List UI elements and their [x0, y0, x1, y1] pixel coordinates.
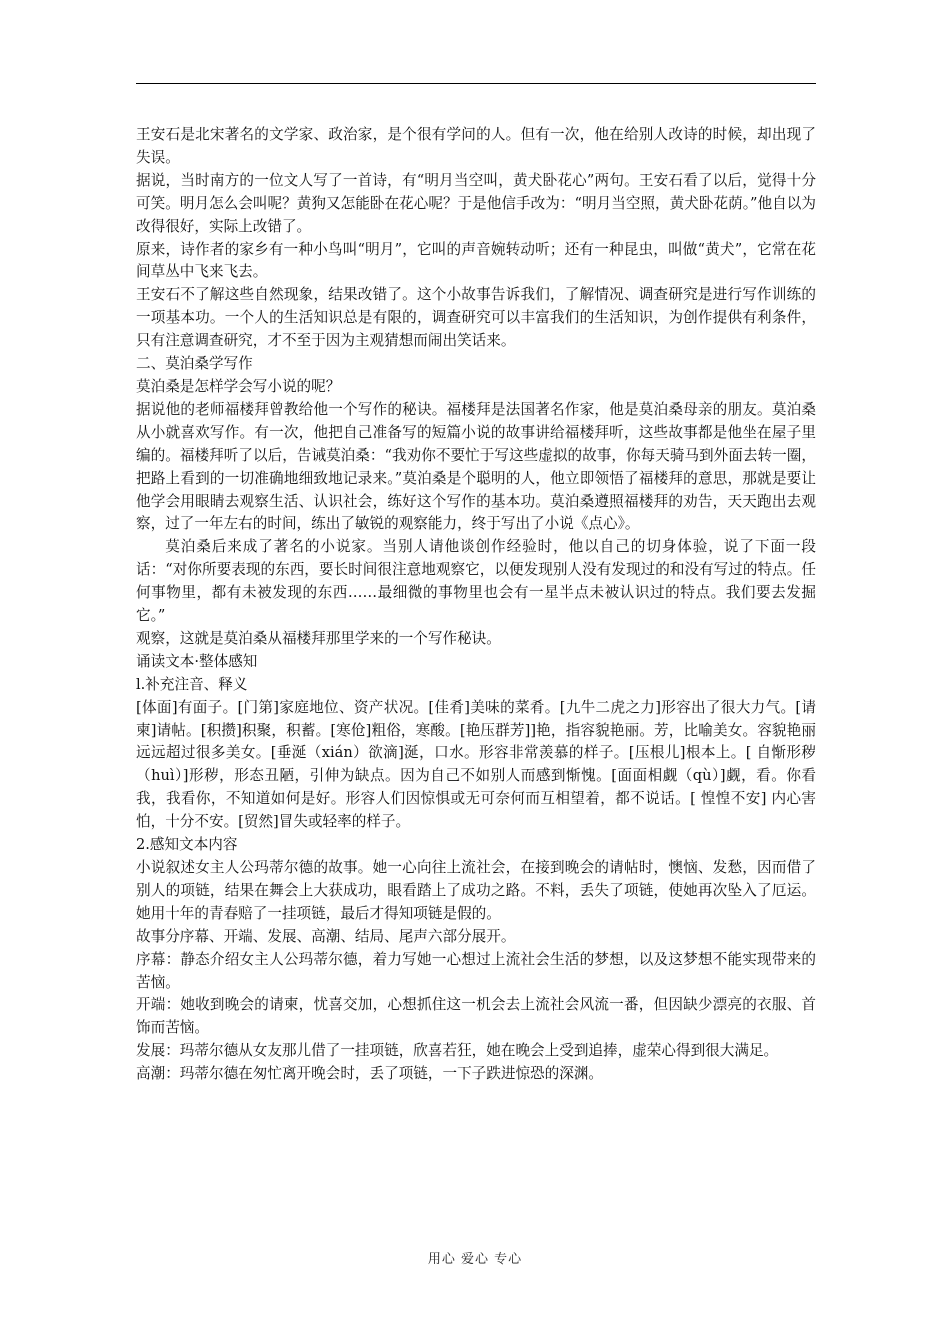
subheading-vocabulary: l.补充注音、释义 [136, 675, 248, 693]
paragraph-flaubert-secret: 据说他的老师福楼拜曾教给他一个写作的秘诀。福楼拜是法国著名作家，他是莫泊桑母亲的朋友。莫泊桑从小就喜欢写作。有一次，他把自己准备写的短篇小说的故事讲给福楼拜听，这些故事都是他坐在屋子里编的。福楼拜听了以后，告诫莫泊桑：“我劝你不要忙于写这些虚拟的故事，你每天骑马到外面去转一圈，把路上看到的一切准确地细致地记录来。”莫泊桑是个聪明的人，他立即领悟了福楼拜的意思，那就是要让他学会用眼睛去观察生活、认识社会，练好这个写作的基本功。莫泊桑遵照福楼拜的劝告，天天跑出去观察，过了一年左右的时间，练出了敏锐的观察能力，终于写出了小说《点心》。 [136, 400, 816, 533]
paragraph-story-structure: 故事分序幕、开端、发展、高潮、结局、尾声六部分展开。 [136, 927, 516, 945]
header-rule [136, 83, 816, 84]
paragraph-maupassant-question: 莫泊桑是怎样学会写小说的呢？ [136, 377, 341, 395]
paragraph-beginning: 开端：她收到晚会的请柬，忧喜交加，心想抓住这一机会去上流社会风流一番，但因缺少漂亮的衣服、首饰而苦恼。 [136, 996, 816, 1037]
subheading-text-content: 2.感知文本内容 [136, 836, 238, 854]
paragraph-poem-explanation: 原来，诗作者的家乡有一种小鸟叫“明月”，它叫的声音婉转动听；还有一种昆虫，叫做“黄犬”，它常在花间草丛中飞来飞去。 [136, 240, 816, 281]
paragraph-vocabulary: [体面]有面子。[门第]家庭地位、资产状况。[佳肴]美味的菜肴。[九牛二虎之力]形容出了很大力气。[请柬]请帖。[积攒]积聚，积蓄。[寒伧]粗俗，寒酸。[艳压群芳]]艳，指容貌艳丽。芳，比喻美女。容貌艳丽远远超过很多美女。[垂涎（xián）欲滴]涎，口水。形容非常羡慕的样子。[压根儿]根本上。[ 自惭形秽（huì）]形秽，形态丑陋，引伸为缺点。因为自己不如别人而感到惭愧。[面面相觑（qù）]觑，看。你看我，我看你，不知道如何是好。形容人们因惊惧或无可奈何而互相望着，都不说话。[ 惶惶不安] 内心害怕，十分不安。[贸然]冒失或轻率的样子。 [136, 698, 816, 831]
section-heading-maupassant: 二、莫泊桑学写作 [136, 355, 253, 373]
paragraph-climax: 高潮：玛蒂尔德在匆忙离开晚会时，丢了项链，一下子跌进惊恐的深渊。 [136, 1065, 604, 1083]
paragraph-development: 发展：玛蒂尔德从女友那儿借了一挂项链，欣喜若狂，她在晚会上受到追捧，虚荣心得到很大满足。 [136, 1042, 779, 1060]
paragraph-story-summary: 小说叙述女主人公玛蒂尔德的故事。她一心向往上流社会，在接到晚会的请帖时，懊恼、发愁，因而借了别人的项链，结果在舞会上大获成功，眼看踏上了成功之路。不料，丢失了项链，使她再次坠入了厄运。她用十年的青春赔了一挂项链，最后才得知项链是假的。 [136, 859, 816, 922]
paragraph-prologue: 序幕：静态介绍女主人公玛蒂尔德，着力写她一心想过上流社会生活的梦想，以及这梦想不能实现带来的苦恼。 [136, 950, 816, 991]
section-heading-reading: 诵读文本·整体感知 [136, 652, 258, 670]
paragraph-maupassant-quote: 莫泊桑后来成了著名的小说家。当别人请他谈创作经验时，他以自己的切身体验，说了下面一段话：“对你所要表现的东西，要长时间很注意地观察它，以便发现别人没有发现过的和没有写过的特点。任何事物里，都有未被发现的东西……最细微的事物里也会有一星半点未被认识过的特点。我们要去发掘它。” [136, 538, 816, 625]
paragraph-wang-anshi-intro: 王安石是北宋著名的文学家、政治家，是个很有学问的人。但有一次，他在给别人改诗的时候，却出现了失误。 [136, 126, 816, 166]
document-body [136, 124, 816, 1086]
page-footer: 用心 爱心 专心 [427, 1252, 523, 1267]
paragraph-observation-summary: 观察，这就是莫泊桑从福楼拜那里学来的一个写作秘诀。 [136, 629, 501, 647]
paragraph-poem-story: 据说，当时南方的一位文人写了一首诗，有“明月当空叫，黄犬卧花心”两句。王安石看了以后，觉得十分可笑。明月怎么会叫呢？黄狗又怎能卧在花心呢？于是他信手改为：“明月当空照，黄犬卧花荫。”他自以为改得很好，实际上改错了。 [136, 171, 816, 235]
paragraph-wang-anshi-lesson: 王安石不了解这些自然现象，结果改错了。这个小故事告诉我们，了解情况、调查研究是进行写作训练的一项基本功。一个人的生活知识总是有限的，调查研究可以丰富我们的生活知识，为创作提供有利条件，只有注意调查研究，才不至于因为主观猜想而闹出笑话来。 [136, 286, 816, 350]
